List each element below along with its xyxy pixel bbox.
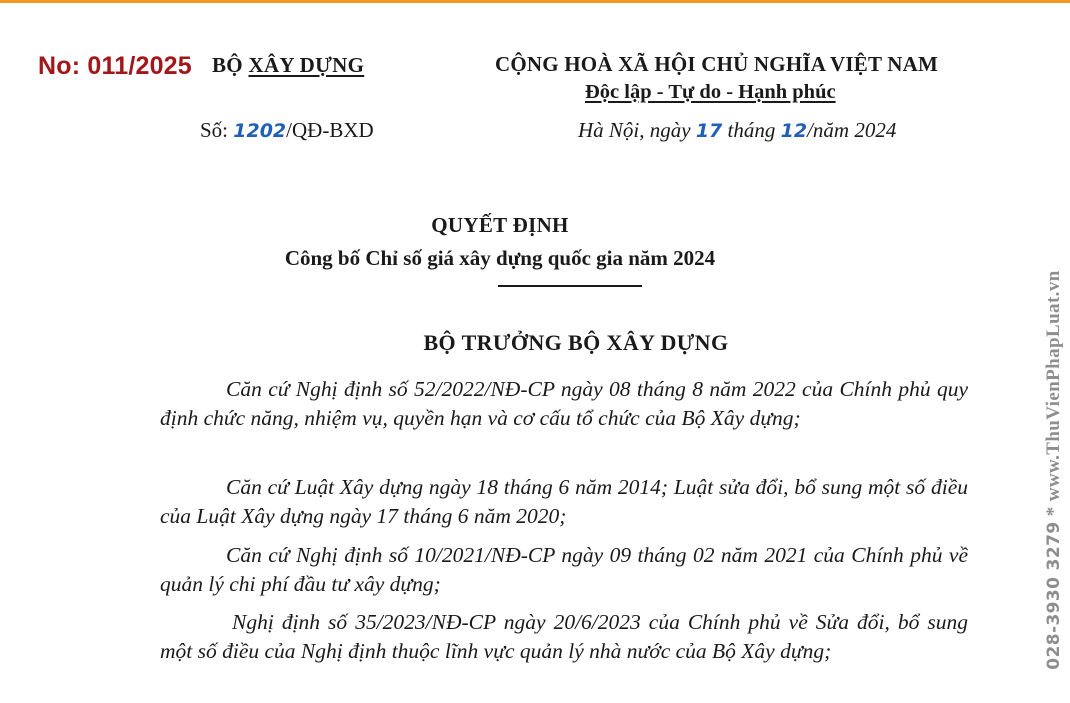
watermark-site: www.ThuVienPhapLuat.vn [1043,270,1064,502]
legal-basis-paragraph: Căn cứ Nghị định số 10/2021/NĐ-CP ngày 09 tháng 02 năm 2021 của Chính phủ về quản lý chi phí đầu tư xây dựng; [160,543,968,596]
watermark-separator: * [1043,501,1064,522]
date-year: /năm 2024 [807,118,897,142]
handwritten-month: 12 [780,120,808,142]
date-place: Hà Nội, ngày [578,118,696,142]
handwritten-day: 17 [695,120,723,142]
document-number-suffix: /QĐ-BXD [286,118,374,142]
date-month-label: tháng [722,118,781,142]
issue-date [578,118,896,143]
ministry-prefix: BỘ [212,53,249,77]
document-subtitle: Công bố Chỉ số giá xây dựng quốc gia năm 2024 [284,246,716,270]
nation-name: CỘNG HOÀ XÃ HỘI CHỦ NGHĨA VIỆT NAM [495,52,938,76]
national-motto: Độc lập - Tự do - Hạnh phúc [585,81,836,103]
legal-basis-paragraph: Căn cứ Luật Xây dựng ngày 18 tháng 6 năm 2014; Luật sửa đổi, bổ sung một số điều của Luật Xây dựng ngày 17 tháng 6 năm 2020; [160,475,968,528]
reference-number: No: 011/2025 [38,52,192,80]
document-number-prefix: Số: [200,118,234,142]
document-number [200,118,374,143]
legal-basis-paragraph: Nghị định số 35/2023/NĐ-CP ngày 20/6/2023 của Chính phủ về Sửa đổi, bổ sung một số điều của Nghị định thuộc lĩnh vực quản lý nhà nước của Bộ Xây dựng; [160,610,968,663]
handwritten-number: 1202 [233,120,287,142]
ministry-name-underlined: XÂY DỰNG [248,53,365,77]
issuing-ministry [212,53,364,78]
top-accent-bar [0,0,1070,3]
issuing-authority: BỘ TRƯỞNG BỘ XÂY DỰNG [423,330,729,355]
legal-basis-paragraph: Căn cứ Nghị định số 52/2022/NĐ-CP ngày 08 tháng 8 năm 2022 của Chính phủ quy định chức năng, nhiệm vụ, quyền hạn và cơ cấu tổ chức của Bộ Xây dựng; [160,377,968,430]
watermark-phone: 028-3930 3279 [1044,521,1064,670]
title-divider [498,285,642,287]
document-title: QUYẾT ĐỊNH [431,213,569,237]
vertical-watermark [1043,270,1065,669]
